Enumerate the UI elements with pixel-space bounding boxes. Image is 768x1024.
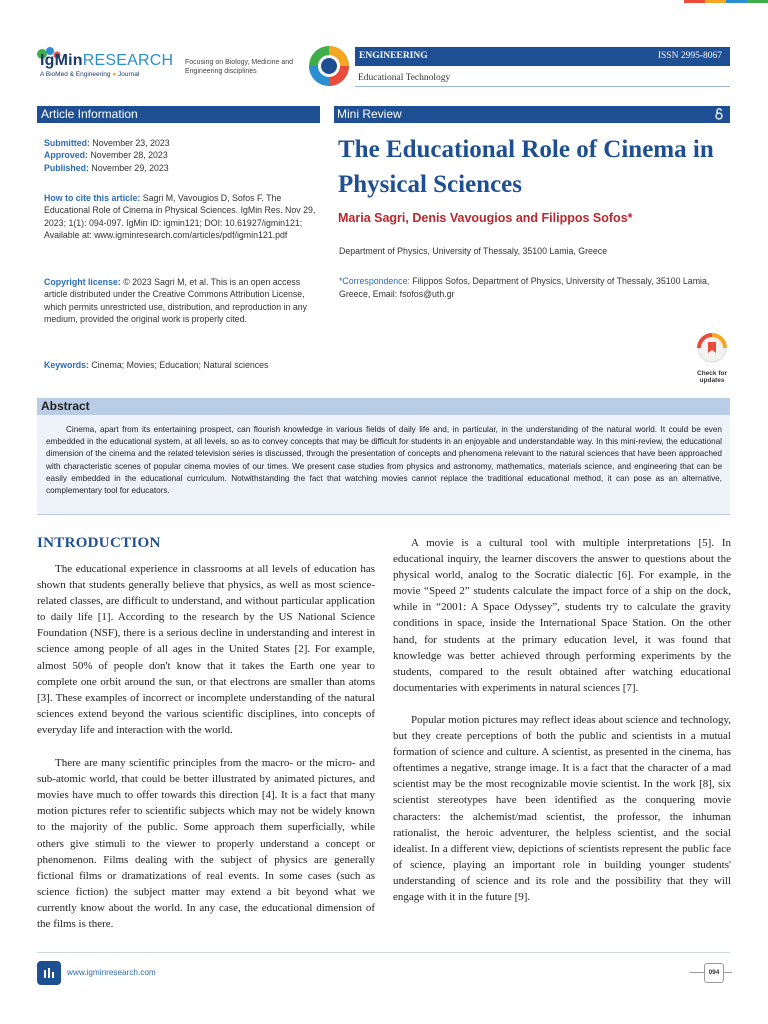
body-column-left <box>37 561 375 932</box>
body-paragraph: Popular motion pictures may reflect ideas about science and technology, but they create perceptions of both the public and scientists in a mutual formation of science and culture. A scientist, as presented in the cinema, has oftentimes a negative, strange image. It is a fact that the character of a mad scientist may be the most recognizable movie scientist. In the work [8], six scientist stereotypes have been identified as the conquering movie characters: the alchemist/mad scientist, the professor, the inhuman rationalist, the heroic adventurer, the helpless scientist, and the social idealist. In a different view, depictions of scientists represent the public face of science, playing an important role in building younger students' understanding of science and its role and the possibility that they will engage with it in the future [9]. <box>393 713 731 903</box>
abstract-bar <box>37 398 730 415</box>
article-information-bar <box>37 106 320 123</box>
introduction-heading: INTRODUCTION <box>37 535 161 551</box>
article-information-label: Article Information <box>41 107 138 121</box>
body-paragraph: A movie is a cultural tool with multiple interpretations [5]. In educational inquiry, the learner discovers the answer to questions about the physical world, analog to the Socratic dialectic [6]. For example, in the movie “Speed 2” students calculate the impact force of a ship on the dock, while in “2001: A Space Odyssey”, students try to calculate the gravity conditions in space, inside the International Space Station. On the other hand, for students at the primary education level, it was found that knowledge was better achieved through performing experiments by the students, compared to the result obtained after watching educational documentaries with experiments in natural sciences [7]. <box>393 537 731 694</box>
journal-logo-text[interactable]: IgMinRESEARCH <box>40 52 174 69</box>
body-paragraph: The educational experience in classrooms at all levels of education has shown that students generally believe that physics, as well as most science-related classes, are difficult to understand, and without particular application to daily life [1]. According to the research by the US National Science Foundation (NSF), there is a serious decline in understanding and interest in science among people of all ages in the United States [2]. For example, almost 50% of people don't know that it takes the Earth one year to complete one orbit around the sun, or that electrons are smaller than atoms [3]. These examples of incorrect or incomplete understanding of the natural sciences extend beyond the various scientific disciplines, into concepts of everyday life and interaction with the world. <box>37 563 375 736</box>
body-column-right <box>393 535 731 905</box>
article-authors: Maria Sagri, Denis Vavougios and Filippos Sofos* <box>338 211 633 225</box>
abstract-heading: Abstract <box>41 399 90 413</box>
submission-dates: Submitted: November 23, 2023 Approved: November 28, 2023 Published: November 29, 2023 <box>44 138 170 173</box>
journal-footer-icon <box>37 961 61 985</box>
check-for-updates-label: Check for updates <box>697 370 727 384</box>
journal-website-link[interactable]: www.igminresearch.com <box>67 968 156 977</box>
keywords-block: Keywords: Cinema; Movies; Education; Natural sciences <box>44 360 269 370</box>
footer-divider <box>37 952 730 953</box>
subsection-divider <box>355 86 730 87</box>
citation-block: How to cite this article: Sagri M, Vavougios D, Sofos F. The Educational Role of Cinema in Physical Sciences. IgMin Res. Nov 29, 2023; 1(1): 094-097. IgMin ID: igmin121; DOI: 10.61927/igmin121; Available at: www.igminresearch.com/articles/pdf/igmin121.pdf <box>44 193 316 241</box>
article-title: The Educational Role of Cinema in Physical Sciences <box>338 136 714 198</box>
top-color-strip <box>684 0 768 3</box>
page-number: 094 <box>704 963 724 983</box>
open-access-icon <box>714 108 724 120</box>
section-label: ENGINEERING <box>359 51 428 61</box>
correspondence-block: *Correspondence: Filippos Sofos, Department of Physics, University of Thessaly, 35100 Lamia, Greece, Email: fsofos@uth.gr <box>339 276 710 299</box>
section-header-bar <box>355 47 730 66</box>
journal-focus-text: Focusing on Biology, Medicine and Engineering disciplines <box>185 59 294 75</box>
abstract-text: Cinema, apart from its entertaining prospect, can flourish knowledge in various fields of daily life and, in particular, in the understanding of the natural world. It could be even embedded in the educational system, at all levels, so as to convey concepts that may be difficult for students in an enjoyable and understandable way. In this mini-review, the educational dimension of the cinema and the related television series is discussed, through the presentation of concepts and phenomena relevant to the natural sciences that have been approached with characteristic scenes of popular cinema movies of our times. We present case studies from physics and astronomy, mathematics, materials science, and engineering that can be easily embedded in the educational curriculum. Notwithstanding the fact that watching movies cannot replace the traditional educational method, it can pose as an alternative, complementary tool for educators. <box>46 425 722 496</box>
issn-label: ISSN 2995-8067 <box>657 51 722 61</box>
author-affiliation: Department of Physics, University of Thessaly, 35100 Lamia, Greece <box>339 246 608 256</box>
copyright-block: Copyright license: © 2023 Sagri M, et al. This is an open access article distributed under the Creative Commons Attribution License, which permits unrestricted use, distribution, and reproduction in any medium, provided the original work is properly cited. <box>44 277 308 325</box>
subsection-label: Educational Technology <box>358 73 451 83</box>
engineering-wheel-icon <box>308 45 350 87</box>
journal-logo-subtitle: A BioMed & Engineering ● Journal <box>40 71 140 78</box>
body-paragraph: There are many scientific principles from the macro- or the micro- and sub-atomic world, that could be better illustrated by animated pictures, and movies have much to offer towards this direction [4]. It is a fact that many motion pictures refer to scientific subjects which may not be widely known to the majority of the public. Some approach them superficially, while others give stimuli to the viewer to properly understand a concept or phenomenon. Films dealing with the subject of physics are generally fictional films or dramatizations of real events. In some cases (such as science fiction) the subject matter may extend a bit beyond what we currently know about the world. In any case, the educational dimension of the films is there. <box>37 757 375 930</box>
mini-review-label: Mini Review <box>337 107 402 121</box>
check-for-updates-badge[interactable] <box>693 333 731 384</box>
check-for-updates-icon <box>697 333 727 363</box>
mini-review-bar <box>334 106 730 123</box>
